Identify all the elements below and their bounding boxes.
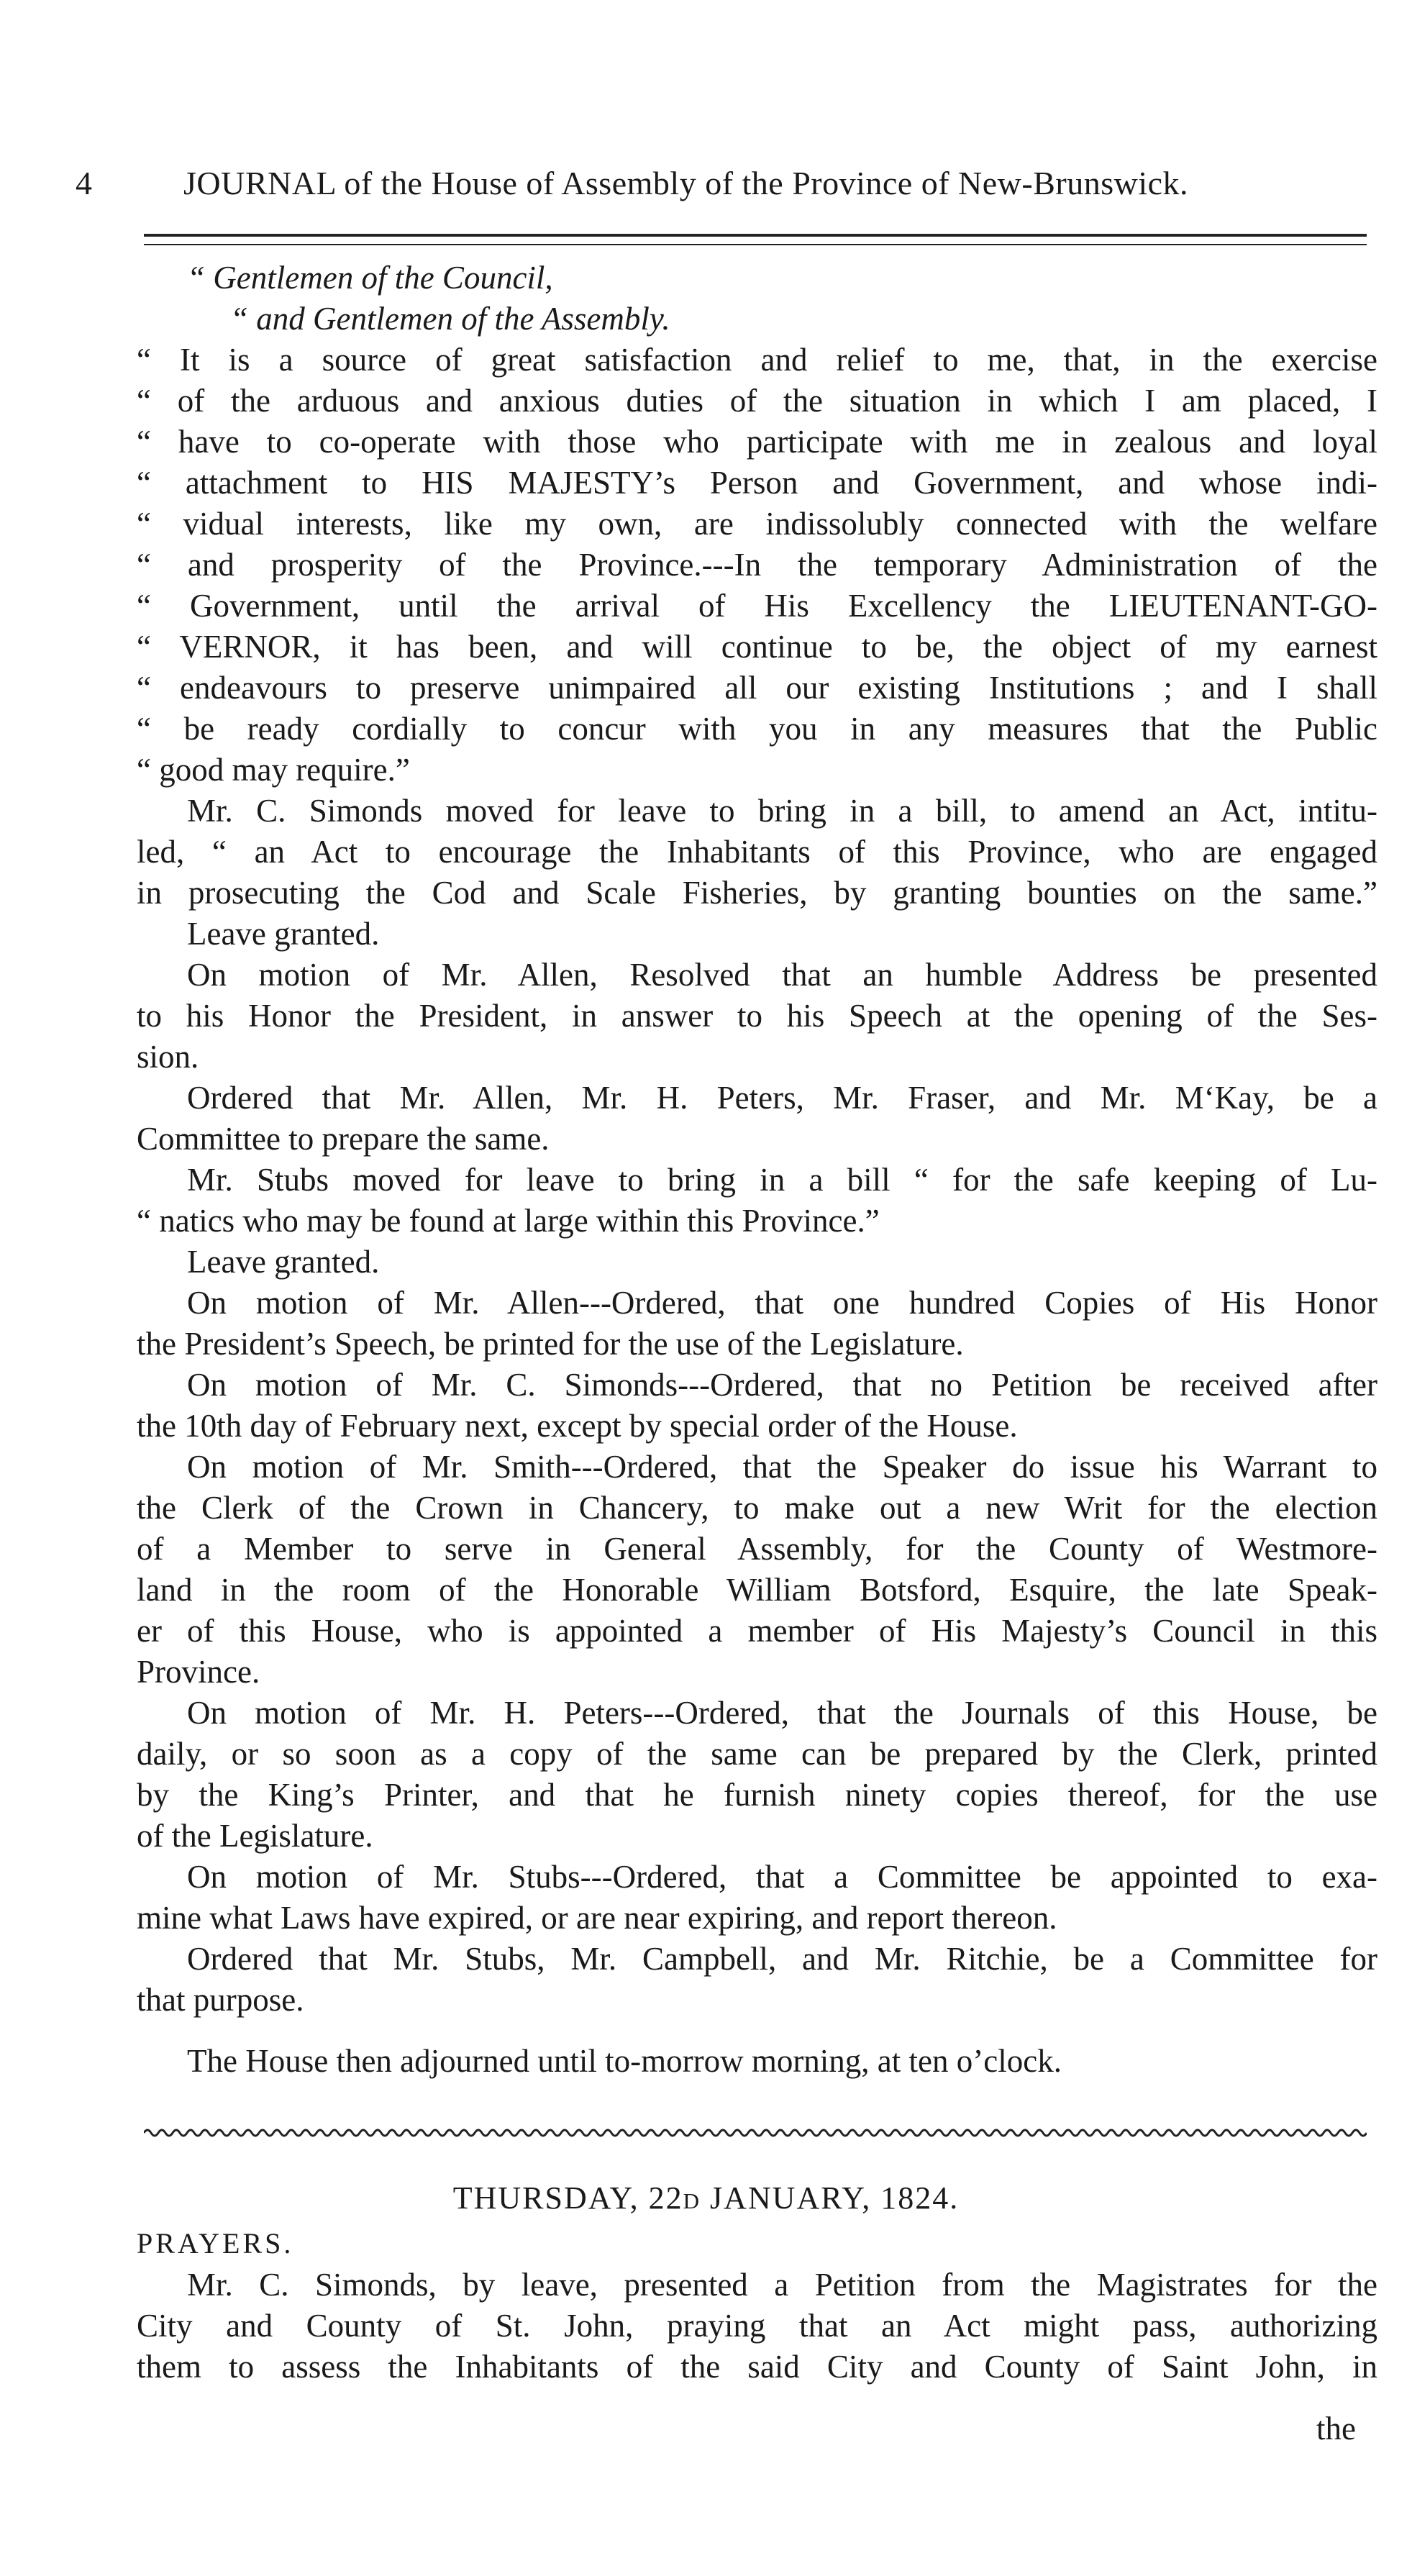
- paragraph-line: land in the room of the Honorable William Botsford, Esquire, the late Speak-: [137, 1572, 1377, 1608]
- paragraph-line: by the King’s Printer, and that he furnish ninety copies thereof, for the use: [137, 1777, 1377, 1813]
- page-header: [72, 164, 1381, 214]
- paragraph-line: Mr. Stubs moved for leave to bring in a bill “ for the safe keeping of Lu-: [187, 1162, 1377, 1198]
- paragraph-line: Leave granted.: [187, 916, 380, 952]
- paragraph-line: daily, or so soon as a copy of the same can be prepared by the Clerk, printed: [137, 1736, 1377, 1772]
- adjournment-line: The House then adjourned until to-morrow morning, at ten o’clock.: [187, 2043, 1062, 2079]
- speech-line: “ attachment to HIS MAJESTY’s Person and Government, and whose indi-: [137, 465, 1377, 501]
- speech-line: “ have to co-operate with those who participate with me in zealous and loyal: [137, 424, 1377, 460]
- paragraph-line: Province.: [137, 1654, 260, 1690]
- paragraph-line: On motion of Mr. H. Peters---Ordered, that the Journals of this House, be: [187, 1695, 1377, 1731]
- header-double-rule: [144, 234, 1367, 245]
- paragraph-line: On motion of Mr. Stubs---Ordered, that a Committee be appointed to exa-: [187, 1859, 1377, 1895]
- paragraph-line: Leave granted.: [187, 1244, 380, 1280]
- paragraph-line: to his Honor the President, in answer to his Speech at the opening of the Ses-: [137, 998, 1377, 1034]
- speech-salutation-council: “ Gentlemen of the Council,: [187, 260, 553, 296]
- paragraph-line: mine what Laws have expired, or are near expiring, and report thereon.: [137, 1900, 1057, 1936]
- petition-body: [137, 2265, 1377, 2388]
- paragraph-line: On motion of Mr. Allen, Resolved that an humble Address be presented: [187, 957, 1377, 993]
- paragraph-line: Mr. C. Simonds moved for leave to bring in a bill, to amend an Act, intitu-: [187, 793, 1377, 829]
- paragraph-line: the President’s Speech, be printed for the use of the Legislature.: [137, 1326, 964, 1362]
- section-wavy-rule: [144, 2126, 1367, 2140]
- paragraph-line: “ natics who may be found at large within this Province.”: [137, 1203, 880, 1239]
- petition-line: Mr. C. Simonds, by leave, presented a Petition from the Magistrates for the: [187, 2267, 1377, 2303]
- running-title: JOURNAL of the House of Assembly of the Province of New-Brunswick.: [183, 165, 1189, 201]
- speech-line: “ endeavours to preserve unimpaired all our existing Institutions ; and I shall: [137, 670, 1377, 706]
- paragraph-line: that purpose.: [137, 1982, 304, 2018]
- speech-line: “ of the arduous and anxious duties of the situation in which I am placed, I: [137, 383, 1377, 419]
- speech-salutation-assembly: “ and Gentlemen of the Assembly.: [230, 301, 670, 337]
- journal-body: [137, 258, 1377, 2082]
- paragraph-line: the Clerk of the Crown in Chancery, to make out a new Writ for the election: [137, 1490, 1377, 1526]
- catchword: the: [1316, 2411, 1356, 2447]
- speech-line: “ vidual interests, like my own, are indissolubly connected with the welfare: [137, 506, 1377, 542]
- paragraph-line: Committee to prepare the same.: [137, 1121, 550, 1157]
- paragraph-line: Ordered that Mr. Allen, Mr. H. Peters, Mr. Fraser, and Mr. M‘Kay, be a: [187, 1080, 1377, 1116]
- day-heading: THURSDAY, 22d JANUARY, 1824.: [452, 2180, 960, 2216]
- speech-line: “ VERNOR, it has been, and will continue to be, the object of my earnest: [137, 629, 1377, 665]
- paragraph-line: of a Member to serve in General Assembly, for the County of Westmore-: [137, 1531, 1377, 1567]
- paragraph-line: sion.: [137, 1039, 199, 1075]
- petition-line: City and County of St. John, praying that an Act might pass, authorizing: [137, 2308, 1377, 2344]
- paragraph-line: Ordered that Mr. Stubs, Mr. Campbell, and Mr. Ritchie, be a Committee for: [187, 1941, 1377, 1977]
- paragraph-line: On motion of Mr. Smith---Ordered, that the Speaker do issue his Warrant to: [187, 1449, 1377, 1485]
- speech-line: “ be ready cordially to concur with you in any measures that the Public: [137, 711, 1377, 747]
- paragraph-line: On motion of Mr. Allen---Ordered, that one hundred Copies of His Honor: [187, 1285, 1377, 1321]
- paragraph-line: er of this House, who is appointed a member of His Majesty’s Council in this: [137, 1613, 1377, 1649]
- paragraph-line: the 10th day of February next, except by special order of the House.: [137, 1408, 1018, 1444]
- paragraph-line: led, “ an Act to encourage the Inhabitants of this Province, who are engaged: [137, 834, 1377, 870]
- page-number: 4: [76, 165, 93, 201]
- speech-line: “ It is a source of great satisfaction and relief to me, that, in the exercise: [137, 342, 1377, 378]
- paragraph-line: of the Legislature.: [137, 1818, 373, 1854]
- speech-line: “ good may require.”: [137, 752, 410, 788]
- petition-line: them to assess the Inhabitants of the said City and County of Saint John, in: [137, 2349, 1377, 2385]
- paragraph-line: On motion of Mr. C. Simonds---Ordered, that no Petition be received after: [187, 1367, 1377, 1403]
- speech-line: “ and prosperity of the Province.---In the temporary Administration of the: [137, 547, 1377, 583]
- prayers-label: PRAYERS.: [137, 2227, 294, 2259]
- speech-line: “ Government, until the arrival of His Excellency the LIEUTENANT-GO-: [137, 588, 1377, 624]
- paragraph-gap: [137, 2021, 1377, 2041]
- paragraph-line: in prosecuting the Cod and Scale Fisheries, by granting bounties on the same.”: [137, 875, 1377, 911]
